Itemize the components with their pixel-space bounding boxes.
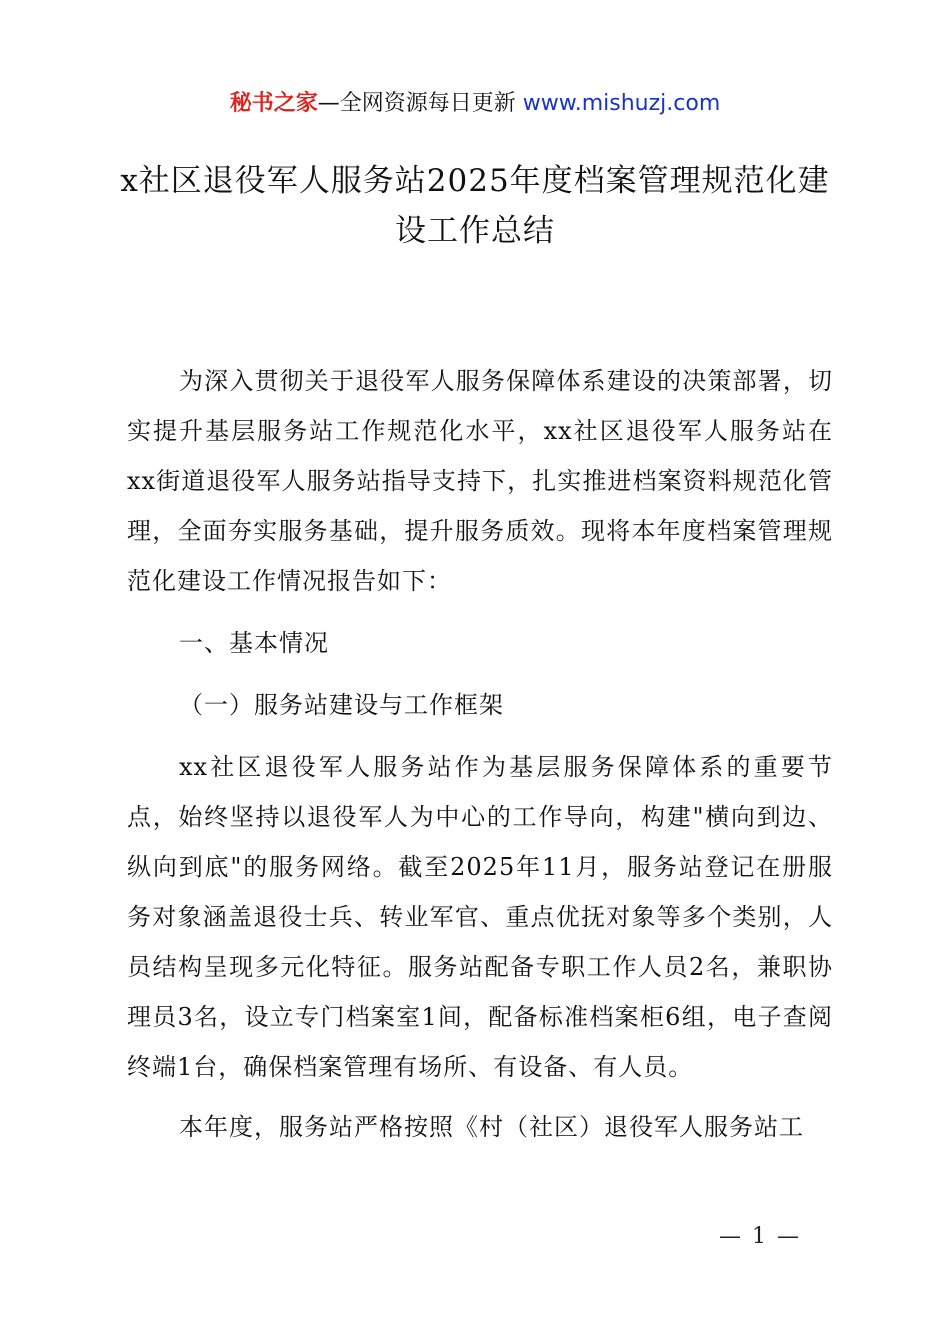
framework-paragraph [127, 742, 833, 1092]
intro-paragraph [127, 356, 833, 606]
section-heading-text: 一、基本情况 [179, 629, 329, 657]
banner-tagline: —全网资源每日更新 [317, 91, 523, 116]
banner-site-link[interactable]: www.mishuzj.com [522, 91, 721, 116]
page-number: — 1 — [719, 1224, 801, 1249]
site-banner [0, 88, 950, 120]
section-heading-1 [127, 618, 833, 668]
subsection-heading-text: （一）服务站建设与工作框架 [179, 691, 504, 719]
banner-brand: 秘书之家 [229, 91, 318, 116]
annual-work-text: 本年度，服务站严格按照《村（社区）退役军人服务站工 [179, 1113, 804, 1141]
framework-text: xx社区退役军人服务站作为基层服务保障体系的重要节点，始终坚持以退役军人为中心的工作导向，构建"横向到边、纵向到底"的服务网络。截至2025年11月，服务站登记在册服务对象涵盖退役士兵、转业军官、重点优抚对象等多个类别，人员结构呈现多元化特征。服务站配备专职工作人员2名，兼职协理员3名，设立专门档案室1间，配备标准档案柜6组，电子查阅终端1台，确保档案管理有场所、有设备、有人员。 [127, 753, 833, 1081]
subsection-heading-1 [127, 680, 833, 730]
document-title: x社区退役军人服务站2025年度档案管理规范化建设工作总结 [120, 163, 830, 249]
annual-work-paragraph [127, 1102, 833, 1152]
intro-text: 为深入贯彻关于退役军人服务保障体系建设的决策部署，切实提升基层服务站工作规范化水平，xx社区退役军人服务站在xx街道退役军人服务站指导支持下，扎实推进档案资料规范化管理，全面夯实服务基础，提升服务质效。现将本年度档案管理规范化建设工作情况报告如下： [127, 367, 833, 595]
